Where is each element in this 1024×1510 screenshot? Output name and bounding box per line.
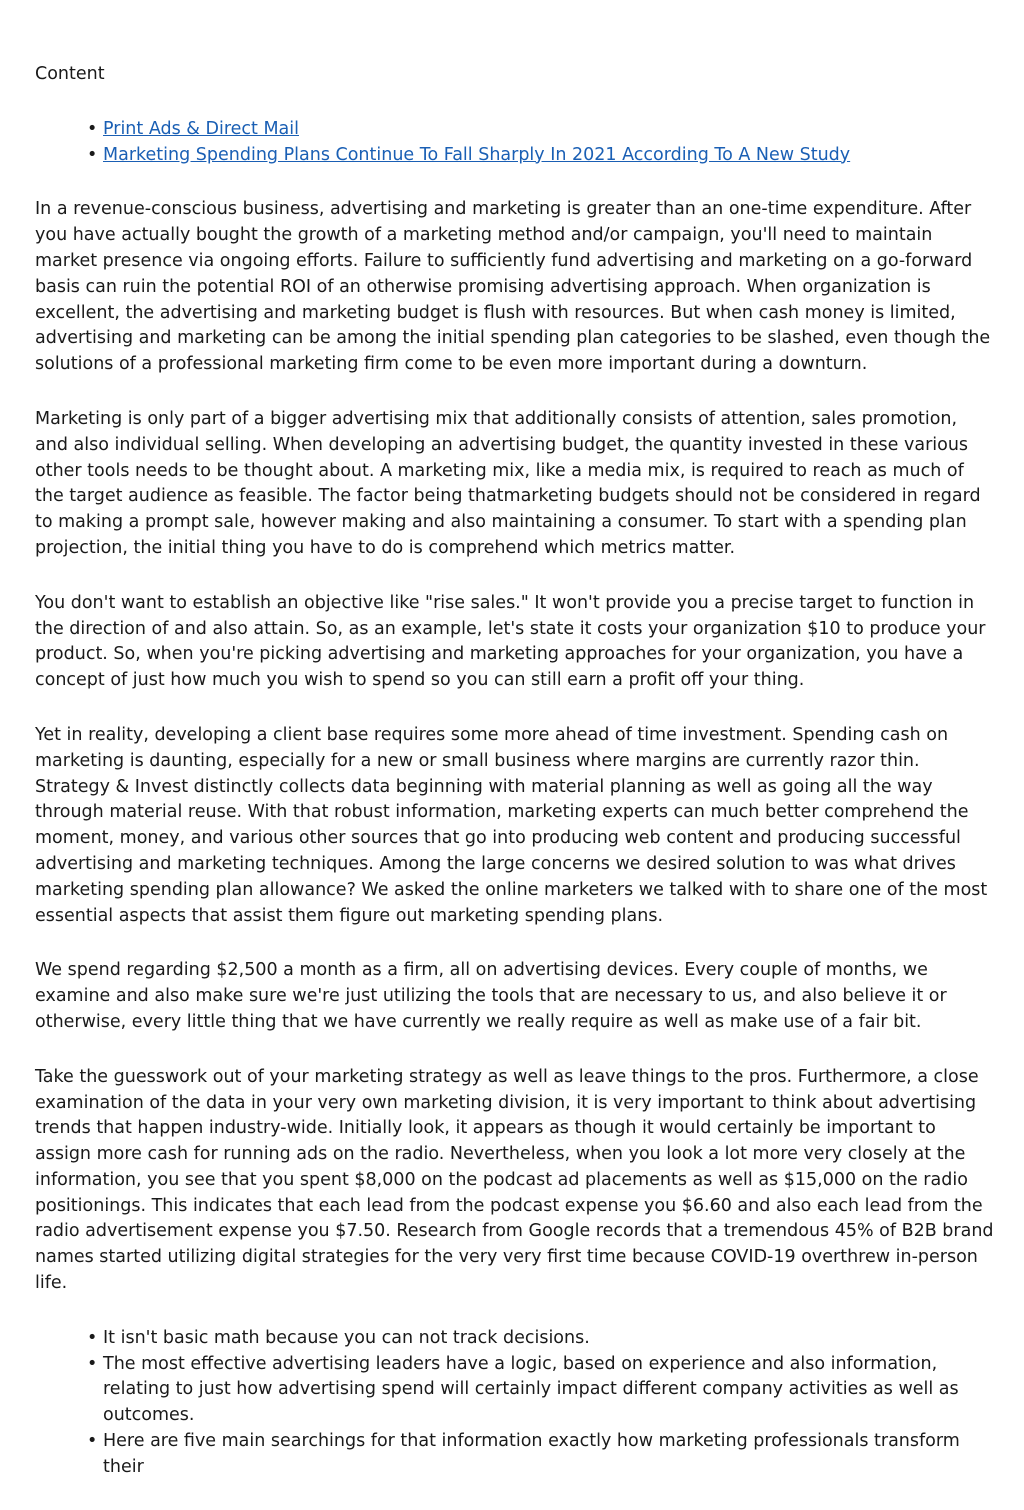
paragraph: Yet in reality, developing a client base requires some more ahead of time investment. Spending cash on marketing is daunting, especially for a new or small business where margins are currently razor thin. Strategy & Invest distinctly collects data beginning with material planning as well as going all the way through material reuse. With that robust information, marketing experts can much better comprehend the moment, money, and various other sources that go into producing web content and producing successful advertising and marketing techniques. Among the large concerns we desired solution to was what drives marketing spending plan allowance? We asked the online marketers we talked with to share one of the most essential aspects that assist them figure out marketing spending plans.	[35, 724, 988, 926]
paragraph: You don't want to establish an objective like "rise sales." It won't provide you a precise target to function in the direction of and also attain. So, as an example, let's state it costs your organization $10 to produce your product. So, when you're picking advertising and marketing approaches for your organization, you have a concept of just how much you wish to spend so you can still earn a profit off your thing.	[35, 592, 986, 691]
article-body	[35, 62, 995, 1510]
table-of-contents	[35, 117, 995, 169]
paragraph: Take the guesswork out of your marketing strategy as well as leave things to the pros. Furthermore, a close examination of the data in your very own marketing division, it is very important to think about advertising trends that happen industry-wide. Initially look, it appears as though it would certainly be important to assign more cash for running ads on the radio. Nevertheless, when you look a lot more very closely at the information, you see that you spent $8,000 on the podcast ad placements as well as $15,000 on the radio positionings. This indicates that each lead from the podcast expense you $6.60 and also each lead from the radio advertisement expense you $7.50. Research from Google records that a tremendous 45% of B2B brand names started utilizing digital strategies for the very very first time because COVID-19 overthrew in-person life.	[35, 1066, 994, 1294]
bullet-item: • It isn't basic math because you can not track decisions.	[103, 1326, 995, 1352]
paragraph: We spend regarding $2,500 a month as a firm, all on advertising devices. Every couple of months, we examine and also make sure we're just utilizing the tools that are necessary to us, and also believe it or otherwise, every little thing that we have currently we really require as well as make use of a fair bit.	[35, 960, 947, 1032]
toc-link-marketing-spending[interactable]: Marketing Spending Plans Continue To Fall Sharply In 2021 According To A New Study	[103, 144, 851, 165]
bullet-item: • The most effective advertising leaders have a logic, based on experience and also information, relating to just how advertising spend will certainly impact different company activities as well as outcomes.	[103, 1352, 995, 1429]
bullet-item: • Here are five main searchings for that information exactly how marketing professionals transform their	[103, 1429, 995, 1481]
toc-link-print-ads[interactable]: Print Ads & Direct Mail	[103, 118, 299, 139]
content-heading: Content	[35, 64, 105, 84]
bullet-list	[35, 1326, 995, 1481]
toc-item	[103, 117, 995, 143]
paragraph: In a revenue-conscious business, advertising and marketing is greater than an one-time expenditure. After you have actually bought the growth of a marketing method and/or campaign, you'll need to maintain market presence via ongoing efforts. Failure to sufficiently fund advertising and marketing on a go-forward basis can ruin the potential ROI of an otherwise promising advertising approach. When organization is excellent, the advertising and marketing budget is flush with resources. But when cash money is limited, advertising and marketing can be among the initial spending plan categories to be slashed, even though the solutions of a professional marketing firm come to be even more important during a downturn.	[35, 199, 991, 375]
paragraph: Marketing is only part of a bigger advertising mix that additionally consists of attention, sales promotion, and also individual selling. When developing an advertising budget, the quantity invested in these various other tools needs to be thought about. A marketing mix, like a media mix, is required to reach as much of the target audience as feasible. The factor being thatmarketing budgets should not be considered in regard to making a prompt sale, however making and also maintaining a consumer. To start with a spending plan projection, the initial thing you have to do is comprehend which metrics matter.	[35, 408, 981, 558]
toc-item	[103, 143, 995, 169]
